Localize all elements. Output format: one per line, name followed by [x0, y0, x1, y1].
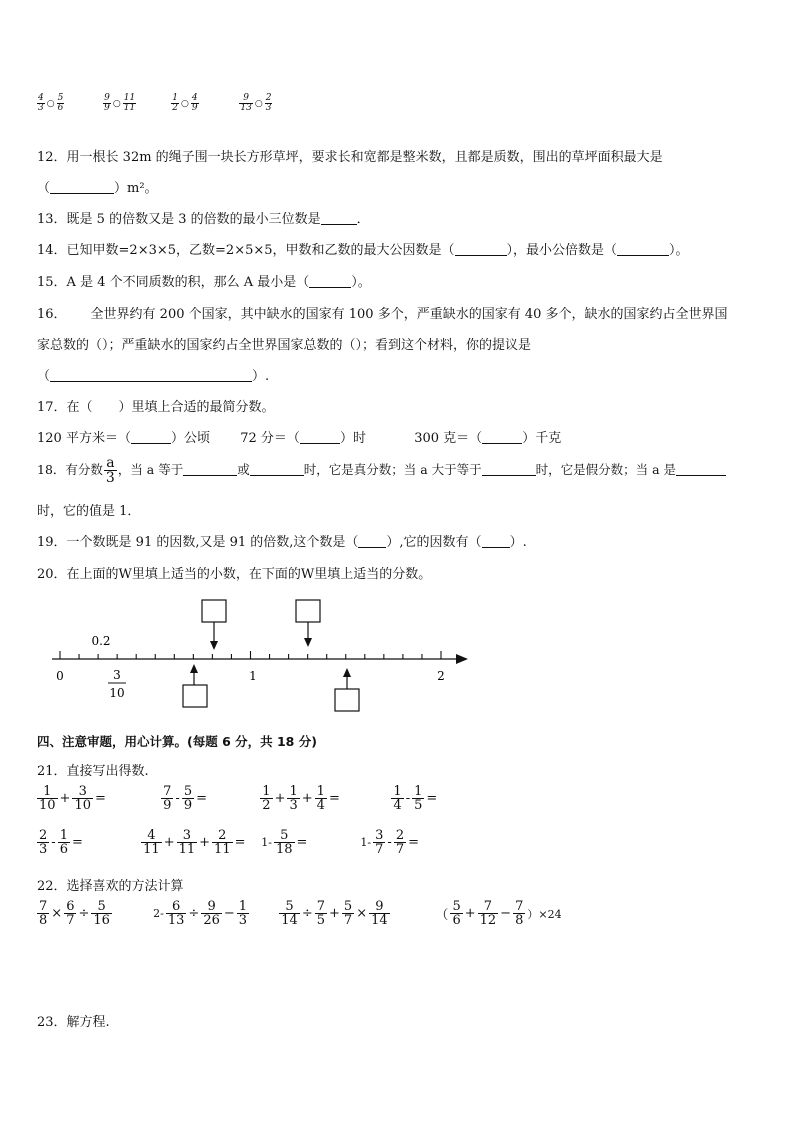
answer-blank[interactable] — [676, 463, 726, 476]
answer-blank[interactable] — [50, 369, 252, 382]
q21-title: 21．直接写出得数. — [37, 764, 149, 779]
expr: （ $\frac{5}{6}$ + $\frac{7}{12}$ − $\frac{7}{8}$ ）×24 — [435, 899, 562, 928]
answer-box-bottom-2[interactable] — [335, 689, 359, 711]
answer-box-bottom-1[interactable] — [183, 685, 207, 707]
expr: $\frac{1}{2}$ + $\frac{1}{3}$ + $\frac{1}{4}$ = — [262, 784, 340, 813]
q18-line1: 18．有分数 $\frac{a}{3}$ ，当 a 等于 或 时，它是真分数；当 a 大于等于 时，它是假分数；当 a 是 — [37, 456, 726, 485]
label-frac-den: 10 — [109, 686, 125, 700]
up-arrow-icon — [190, 664, 198, 673]
q22-title: 22．选择喜欢的方法计算 — [37, 879, 184, 894]
q22-row — [36, 900, 584, 927]
down-arrow-icon — [304, 638, 312, 647]
answer-blank[interactable] — [321, 212, 357, 225]
q21-row1 — [36, 785, 470, 812]
q20: 20．在上面的W里填上适当的小数，在下面的W里填上适当的分数。 — [37, 567, 432, 582]
q14: 14．已知甲数=2×3×5，乙数=2×5×5，甲数和乙数的最大公因数是（ ），最小公倍数是（ ）。 — [37, 243, 689, 258]
answer-box-top-2[interactable] — [296, 600, 320, 622]
label-zero: 0 — [56, 669, 64, 683]
answer-blank[interactable] — [358, 535, 386, 548]
answer-blank[interactable] — [50, 181, 114, 194]
answer-blank[interactable] — [617, 243, 669, 256]
compare-item: $\frac{9}{9}$ ○ $\frac{11}{11}$ — [104, 93, 136, 113]
expr: $\frac{5}{14}$ ÷ $\frac{7}{5}$ + $\frac{5}{7}$ × $\frac{9}{14}$ — [281, 899, 388, 928]
answer-blank[interactable] — [250, 463, 304, 476]
q12-line1: 12．用一根长 32m 的绳子围一块长方形草坪，要求长和宽都是整米数，且都是质数，围出的草坪面积最大是 — [37, 150, 663, 165]
compare-item: $\frac{4}{3}$ ○ $\frac{5}{6}$ — [38, 93, 64, 113]
section4-title: 四、注意审题，用心计算。(每题 6 分，共 18 分) — [37, 734, 317, 749]
answer-blank[interactable] — [183, 463, 237, 476]
q23-title: 23．解方程. — [37, 1015, 110, 1030]
compare-row — [36, 94, 302, 113]
compare-item: $\frac{9}{13}$ ○ $\frac{2}{3}$ — [240, 93, 272, 113]
label-point-two: 0.2 — [91, 634, 111, 648]
answer-blank[interactable] — [131, 431, 171, 444]
number-line — [40, 590, 480, 720]
expr: $\frac{1}{4}$ - $\frac{1}{5}$ = — [393, 784, 438, 813]
compare-item: $\frac{1}{2}$ ○ $\frac{4}{9}$ — [172, 93, 198, 113]
q18-line2: 时，它的值是 1． — [37, 504, 141, 519]
answer-blank[interactable] — [482, 535, 510, 548]
down-arrow-icon — [210, 641, 218, 650]
axis-arrow-icon — [456, 654, 468, 664]
expr: $\frac{2}{3}$ - $\frac{1}{6}$ = — [39, 828, 83, 857]
label-one: 1 — [249, 669, 257, 683]
answer-blank[interactable] — [300, 431, 340, 444]
label-frac-num: 3 — [113, 668, 121, 682]
q17-items: 120 平方米＝（ ）公顷 72 分＝（ ）时 300 克＝（ ）千克 — [37, 431, 562, 446]
expr: $\frac{7}{8}$ × $\frac{6}{7}$ ÷ $\frac{5}{16}$ — [39, 899, 110, 928]
expr: $\frac{4}{11}$ + $\frac{3}{11}$ + $\frac{2}{11}$ = — [143, 828, 246, 857]
q21-row2 — [36, 829, 449, 856]
expr: 2- $\frac{6}{13}$ ÷ $\frac{9}{26}$ − $\frac{1}{3}$ — [153, 899, 248, 928]
q16-line1: 16． 全世界约有 200 个国家，其中缺水的国家有 100 多个，严重缺水的国家有 40 多个，缺水的国家约占全世界国 — [37, 307, 728, 322]
answer-box-top-1[interactable] — [202, 600, 226, 622]
q16-line3: （ ）. — [37, 369, 270, 384]
q16-line2: 家总数的（）；严重缺水的国家约占全世界国家总数的（）；看到这个材料，你的提议是 — [37, 338, 532, 353]
expr: $\frac{7}{9}$ - $\frac{5}{9}$ = — [163, 784, 208, 813]
label-two: 2 — [437, 669, 445, 683]
expr: 1- $\frac{5}{18}$ = — [261, 828, 308, 857]
q17-title: 17．在（ ）里填上合适的最简分数。 — [37, 400, 275, 415]
expr: $\frac{1}{10}$ + $\frac{3}{10}$ = — [39, 784, 106, 813]
expr: 1- $\frac{3}{7}$ - $\frac{2}{7}$ = — [360, 828, 420, 857]
fraction-a-over-3: $\frac{a}{3}$ — [105, 455, 115, 486]
answer-blank[interactable] — [482, 463, 536, 476]
answer-blank[interactable] — [455, 243, 507, 256]
q19: 19．一个数既是 91 的因数,又是 91 的倍数,这个数是（ ）,它的因数有（ ）. — [37, 535, 527, 550]
q12-line2: （ ）m²。 — [37, 181, 158, 196]
answer-blank[interactable] — [482, 431, 522, 444]
q15: 15．A 是 4 个不同质数的积，那么 A 最小是（ ）。 — [37, 275, 371, 290]
tick-marks — [60, 651, 441, 659]
q13: 13．既是 5 的倍数又是 3 的倍数的最小三位数是 ． — [37, 212, 370, 227]
answer-blank[interactable] — [309, 275, 351, 288]
up-arrow-icon — [343, 668, 351, 677]
